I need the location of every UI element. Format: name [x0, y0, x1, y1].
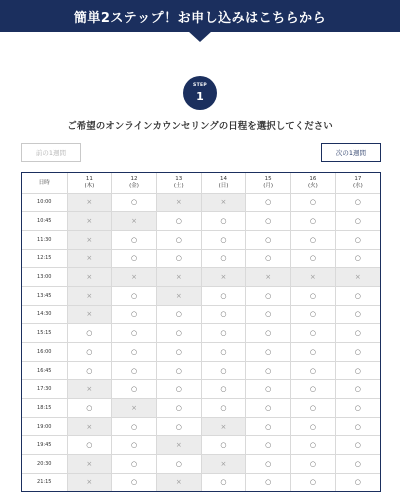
slot-available[interactable]: ○: [335, 249, 380, 268]
slot-unavailable: ×: [201, 455, 246, 474]
day-weekday: (日): [218, 182, 229, 189]
slot-available[interactable]: ○: [291, 343, 336, 362]
slot-unavailable: ×: [67, 473, 112, 491]
slot-available[interactable]: ○: [112, 380, 157, 399]
instruction-text: ご希望のオンラインカウンセリングの日程を選択してください: [67, 121, 333, 132]
banner-title: 簡単2ステップ！お申し込みはこちらから: [73, 10, 327, 26]
slot-available[interactable]: ○: [201, 305, 246, 324]
day-weekday: (土): [173, 182, 184, 189]
day-weekday: (火): [307, 182, 318, 189]
slot-available[interactable]: ○: [291, 230, 336, 249]
slot-available[interactable]: ○: [112, 324, 157, 343]
slot-available[interactable]: ○: [246, 230, 291, 249]
slot-available[interactable]: ○: [67, 343, 112, 362]
slot-available[interactable]: ○: [112, 305, 157, 324]
slot-available[interactable]: ○: [291, 455, 336, 474]
day-weekday: (水): [352, 182, 363, 189]
slot-available[interactable]: ○: [112, 343, 157, 362]
slot-unavailable: ×: [67, 455, 112, 474]
slot-available[interactable]: ○: [67, 361, 112, 380]
slot-available[interactable]: ○: [291, 193, 336, 212]
slot-available[interactable]: ○: [291, 380, 336, 399]
slot-available[interactable]: ○: [291, 212, 336, 231]
table-row: [22, 268, 380, 287]
slot-available[interactable]: ○: [335, 380, 380, 399]
slot-unavailable: ×: [67, 249, 112, 268]
table-row: [22, 417, 380, 436]
slot-available[interactable]: ○: [156, 380, 201, 399]
slot-available[interactable]: ○: [246, 417, 291, 436]
time-slot-label: 14:30: [22, 305, 67, 324]
day-weekday: (月): [263, 182, 274, 189]
time-slot-label: 20:30: [22, 455, 67, 474]
slot-available[interactable]: ○: [335, 473, 380, 491]
slot-available[interactable]: ○: [246, 361, 291, 380]
table-row: [22, 305, 380, 324]
slot-available[interactable]: ○: [201, 324, 246, 343]
day-header: [335, 173, 380, 193]
time-slot-label: 10:00: [22, 193, 67, 212]
slot-available[interactable]: ○: [246, 193, 291, 212]
slot-available[interactable]: ○: [156, 249, 201, 268]
time-slot-label: 10:45: [22, 212, 67, 231]
slot-available[interactable]: ○: [335, 212, 380, 231]
slot-available[interactable]: ○: [246, 436, 291, 455]
time-slot-label: 18:15: [22, 399, 67, 418]
slot-unavailable: ×: [156, 436, 201, 455]
slot-available[interactable]: ○: [201, 399, 246, 418]
table-row: [22, 230, 380, 249]
slot-available[interactable]: ○: [156, 230, 201, 249]
step-badge: [183, 76, 217, 110]
slot-available[interactable]: ○: [156, 361, 201, 380]
day-date: 12: [130, 176, 138, 183]
corner-header: 日時: [22, 173, 67, 193]
slot-available[interactable]: ○: [246, 473, 291, 491]
slot-available[interactable]: ○: [156, 324, 201, 343]
table-row: [22, 473, 380, 491]
slot-available[interactable]: ○: [201, 343, 246, 362]
slot-available[interactable]: ○: [67, 324, 112, 343]
slot-available[interactable]: ○: [335, 230, 380, 249]
slot-unavailable: ×: [246, 268, 291, 287]
slot-available[interactable]: ○: [112, 286, 157, 305]
time-slot-label: 11:30: [22, 230, 67, 249]
slot-available[interactable]: ○: [246, 305, 291, 324]
day-weekday: (木): [84, 182, 95, 189]
time-slot-label: 19:00: [22, 417, 67, 436]
day-header: [67, 173, 112, 193]
schedule-body: [22, 193, 380, 491]
slot-unavailable: ×: [67, 286, 112, 305]
slot-unavailable: ×: [67, 268, 112, 287]
time-slot-label: 21:15: [22, 473, 67, 491]
slot-available[interactable]: ○: [112, 230, 157, 249]
slot-available[interactable]: ○: [201, 286, 246, 305]
slot-available[interactable]: ○: [291, 305, 336, 324]
day-date: 11: [85, 176, 93, 183]
schedule-table-container: [21, 172, 381, 492]
day-header: [246, 173, 291, 193]
slot-available[interactable]: ○: [156, 455, 201, 474]
slot-available[interactable]: ○: [201, 212, 246, 231]
slot-available[interactable]: ○: [335, 343, 380, 362]
slot-available[interactable]: ○: [201, 249, 246, 268]
table-row: [22, 343, 380, 362]
slot-unavailable: ×: [67, 417, 112, 436]
time-slot-label: 13:45: [22, 286, 67, 305]
slot-available[interactable]: ○: [246, 324, 291, 343]
slot-available[interactable]: ○: [156, 212, 201, 231]
slot-available[interactable]: ○: [246, 399, 291, 418]
time-slot-label: 16:45: [22, 361, 67, 380]
slot-unavailable: ×: [335, 268, 380, 287]
slot-available[interactable]: ○: [335, 399, 380, 418]
table-row: [22, 324, 380, 343]
slot-available[interactable]: ○: [201, 436, 246, 455]
day-date: 17: [354, 176, 362, 183]
slot-available[interactable]: ○: [335, 361, 380, 380]
slot-available[interactable]: ○: [201, 361, 246, 380]
slot-available[interactable]: ○: [335, 455, 380, 474]
slot-available[interactable]: ○: [246, 380, 291, 399]
slot-available[interactable]: ○: [112, 417, 157, 436]
slot-available[interactable]: ○: [156, 343, 201, 362]
slot-available[interactable]: ○: [112, 249, 157, 268]
slot-available[interactable]: ○: [335, 286, 380, 305]
slot-unavailable: ×: [201, 417, 246, 436]
slot-available[interactable]: ○: [112, 361, 157, 380]
slot-available[interactable]: ○: [335, 436, 380, 455]
day-header: [291, 173, 336, 193]
day-date: 14: [219, 176, 227, 183]
slot-unavailable: ×: [112, 268, 157, 287]
slot-available[interactable]: ○: [246, 249, 291, 268]
slot-available[interactable]: ○: [291, 249, 336, 268]
slot-available[interactable]: ○: [112, 455, 157, 474]
day-header: [156, 173, 201, 193]
slot-available[interactable]: ○: [291, 417, 336, 436]
next-week-button[interactable]: 次の1週間: [321, 143, 381, 162]
time-slot-label: 15:15: [22, 324, 67, 343]
slot-available[interactable]: ○: [335, 417, 380, 436]
day-date: 16: [309, 176, 317, 183]
schedule-table: [22, 173, 380, 491]
time-slot-label: 12:15: [22, 249, 67, 268]
day-header: [112, 173, 157, 193]
day-date: 13: [175, 176, 183, 183]
slot-unavailable: ×: [201, 193, 246, 212]
schedule-header-row: [22, 173, 380, 193]
slot-available[interactable]: ○: [112, 193, 157, 212]
slot-available[interactable]: ○: [112, 436, 157, 455]
time-slot-label: 13:00: [22, 268, 67, 287]
slot-available[interactable]: ○: [156, 305, 201, 324]
slot-unavailable: ×: [156, 286, 201, 305]
banner-arrow-icon: [188, 31, 212, 42]
slot-available[interactable]: ○: [291, 473, 336, 491]
slot-available[interactable]: ○: [246, 212, 291, 231]
slot-unavailable: ×: [291, 268, 336, 287]
slot-available[interactable]: ○: [201, 473, 246, 491]
slot-available[interactable]: ○: [246, 455, 291, 474]
table-row: [22, 399, 380, 418]
table-row: [22, 286, 380, 305]
slot-available[interactable]: ○: [335, 324, 380, 343]
prev-week-button[interactable]: 前の1週間: [21, 143, 81, 162]
slot-available[interactable]: ○: [67, 399, 112, 418]
table-row: [22, 361, 380, 380]
slot-available[interactable]: ○: [291, 361, 336, 380]
day-date: 15: [264, 176, 272, 183]
slot-available[interactable]: ○: [291, 399, 336, 418]
slot-unavailable: ×: [67, 212, 112, 231]
time-slot-label: 16:00: [22, 343, 67, 362]
step-number: 1: [196, 89, 204, 103]
slot-available[interactable]: ○: [335, 305, 380, 324]
slot-available[interactable]: ○: [156, 417, 201, 436]
slot-available[interactable]: ○: [291, 436, 336, 455]
slot-unavailable: ×: [112, 212, 157, 231]
day-weekday: (金): [129, 182, 139, 189]
slot-unavailable: ×: [156, 193, 201, 212]
slot-available[interactable]: ○: [67, 436, 112, 455]
slot-available[interactable]: ○: [156, 399, 201, 418]
slot-available[interactable]: ○: [112, 473, 157, 491]
slot-available[interactable]: ○: [291, 324, 336, 343]
slot-available[interactable]: ○: [246, 343, 291, 362]
slot-unavailable: ×: [112, 399, 157, 418]
slot-unavailable: ×: [67, 305, 112, 324]
time-slot-label: 17:30: [22, 380, 67, 399]
header-banner: [0, 0, 400, 32]
table-row: [22, 193, 380, 212]
day-header: [201, 173, 246, 193]
slot-available[interactable]: ○: [201, 380, 246, 399]
slot-unavailable: ×: [156, 268, 201, 287]
table-row: [22, 249, 380, 268]
slot-unavailable: ×: [156, 473, 201, 491]
slot-available[interactable]: ○: [291, 286, 336, 305]
time-slot-label: 19:45: [22, 436, 67, 455]
table-row: [22, 436, 380, 455]
slot-unavailable: ×: [67, 230, 112, 249]
slot-available[interactable]: ○: [201, 230, 246, 249]
table-row: [22, 380, 380, 399]
table-row: [22, 455, 380, 474]
slot-unavailable: ×: [201, 268, 246, 287]
slot-available[interactable]: ○: [335, 193, 380, 212]
slot-available[interactable]: ○: [246, 286, 291, 305]
slot-unavailable: ×: [67, 380, 112, 399]
step-label: STEP: [193, 83, 207, 89]
slot-unavailable: ×: [67, 193, 112, 212]
table-row: [22, 212, 380, 231]
